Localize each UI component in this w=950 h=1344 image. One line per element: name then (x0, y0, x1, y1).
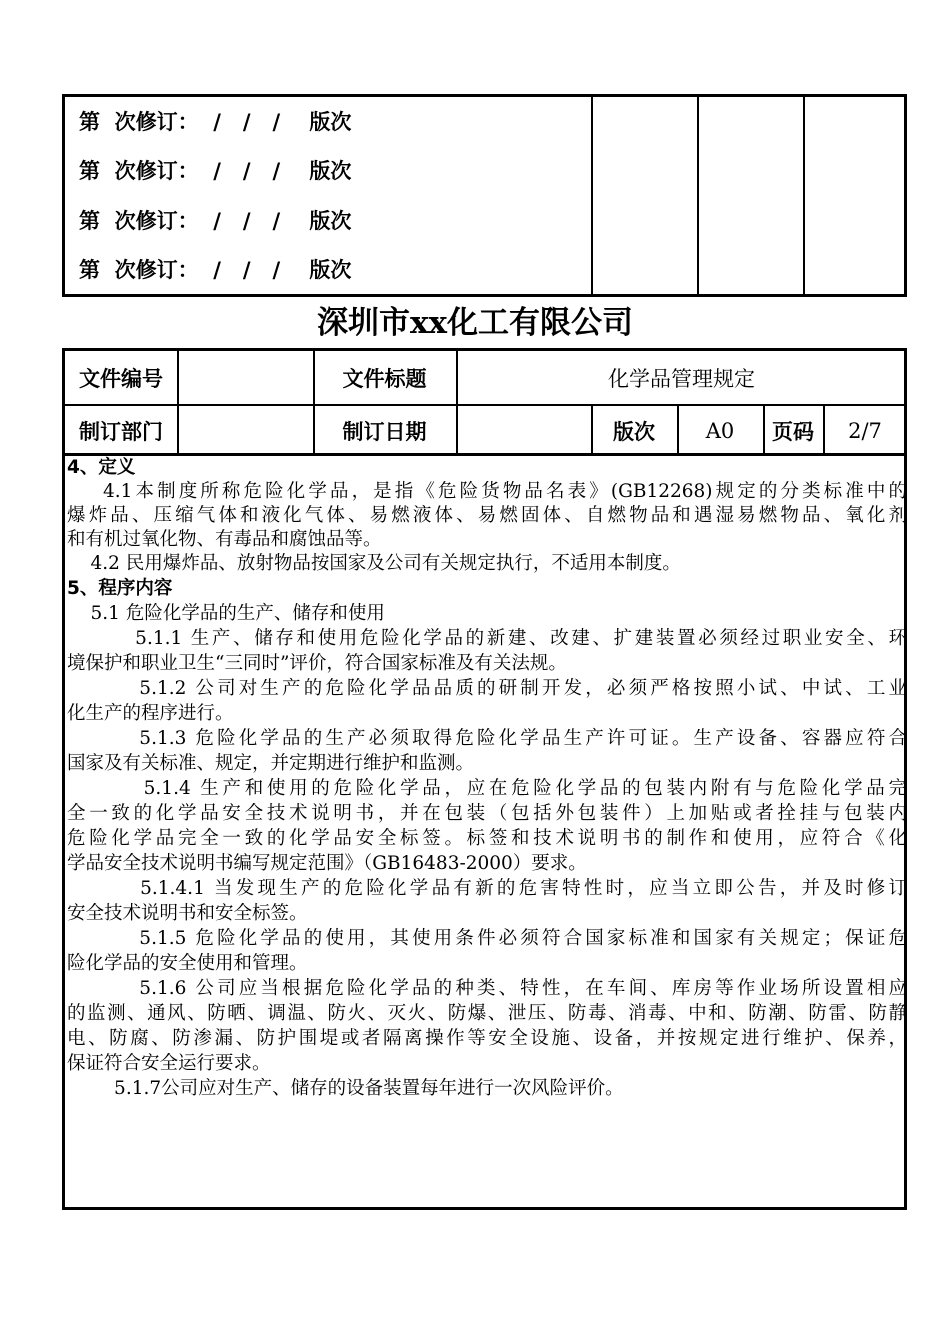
revision-cell (697, 97, 803, 294)
version-label: 版次 (613, 419, 655, 444)
paragraph-line: 全一致的化学品安全技术说明书，并在包装（包括外包装件）上加贴或者拴挂与包装内 (67, 803, 907, 824)
paragraph-line: 5.1.3 危险化学品的生产必须取得危险化学品生产许可证。生产设备、容器应符合 (67, 728, 907, 749)
paragraph-line: 4.2 民用爆炸品、放射物品按国家及公司有关规定执行，不适用本制度。 (67, 553, 681, 574)
date-label: 制订日期 (342, 419, 427, 444)
paragraph-line: 境保护和职业卫生“三同时”评价，符合国家标准及有关法规。 (67, 653, 567, 674)
paragraph-line: 险化学品的安全使用和管理。 (67, 953, 308, 974)
paragraph-line: 和有机过氧化物、有毒品和腐蚀品等。 (67, 529, 382, 550)
page-value: 2/7 (848, 419, 882, 443)
department-value (177, 406, 313, 456)
file-title-label: 文件标题 (342, 365, 427, 391)
paragraph-line: 5.1.7公司应对生产、储存的设备装置每年进行一次风险评价。 (67, 1078, 624, 1099)
paragraph-line: 爆炸品、压缩气体和液化气体、易燃液体、易燃固体、自燃物品和遇湿易燃物品、氧化剂 (67, 505, 907, 526)
revision-cell (803, 97, 907, 294)
paragraph-line: 5.1 危险化学品的生产、储存和使用 (67, 603, 385, 624)
page-label: 页码 (772, 419, 814, 444)
paragraph-line: 安全技术说明书和安全标签。 (67, 903, 308, 924)
document-body (62, 456, 907, 1210)
paragraph-line: 5.1.4.1 当发现生产的危险化学品有新的危害特性时，应当立即公告，并及时修订 (67, 878, 907, 899)
paragraph-line: 化生产的程序进行。 (67, 703, 234, 724)
company-title: 深圳市xx化工有限公司 (317, 305, 633, 341)
section-heading: 4、定义 (67, 457, 136, 478)
paragraph-line: 的监测、通风、防晒、调温、防火、灭火、防爆、泄压、防毒、消毒、中和、防潮、防雷、防静 (67, 1003, 907, 1024)
paragraph-line: 5.1.1 生产、储存和使用危险化学品的新建、改建、扩建装置必须经过职业安全、环 (67, 628, 907, 649)
revision-row: 第 次修订： / / / 版次 (79, 109, 352, 134)
paragraph-line: 危险化学品完全一致的化学品安全标签。标签和技术说明书的制作和使用，应符合《化 (67, 828, 907, 849)
paragraph-line: 保证符合安全运行要求。 (67, 1053, 271, 1074)
revision-table (62, 94, 907, 297)
revision-row: 第 次修订： / / / 版次 (79, 208, 352, 233)
paragraph-line: 学品安全技术说明书编写规定范围》（GB16483-2000）要求。 (67, 853, 587, 874)
paragraph-line: 5.1.4 生产和使用的危险化学品，应在危险化学品的包装内附有与危险化学品完 (67, 778, 907, 799)
paragraph-line: 国家及有关标准、规定，并定期进行维护和监测。 (67, 753, 475, 774)
date-value (456, 406, 591, 456)
paragraph-line: 4.1本制度所称危险化学品，是指《危险货物品名表》(GB12268)规定的分类标准中的 (67, 481, 907, 502)
document-info-table (62, 348, 907, 456)
revision-row: 第 次修订： / / / 版次 (79, 257, 352, 282)
revision-cell (591, 97, 697, 294)
revision-list (65, 97, 591, 294)
section-heading: 5、程序内容 (67, 578, 173, 599)
file-number-value (177, 351, 313, 404)
paragraph-line: 电、防腐、防渗漏、防护围堤或者隔离操作等安全设施、设备，并按规定进行维护、保养， (67, 1028, 907, 1049)
paragraph-line: 5.1.2 公司对生产的危险化学品品质的研制开发，必须严格按照小试、中试、工业 (67, 678, 907, 699)
revision-row: 第 次修订： / / / 版次 (79, 158, 352, 183)
department-label: 制订部门 (79, 419, 163, 444)
file-number-label: 文件编号 (79, 365, 163, 391)
paragraph-line: 5.1.5 危险化学品的使用，其使用条件必须符合国家标准和国家有关规定；保证危 (67, 928, 907, 949)
paragraph-line: 5.1.6 公司应当根据危险化学品的种类、特性，在车间、库房等作业场所设置相应 (67, 978, 907, 999)
version-value: A0 (705, 419, 735, 443)
file-title-value: 化学品管理规定 (608, 366, 755, 391)
